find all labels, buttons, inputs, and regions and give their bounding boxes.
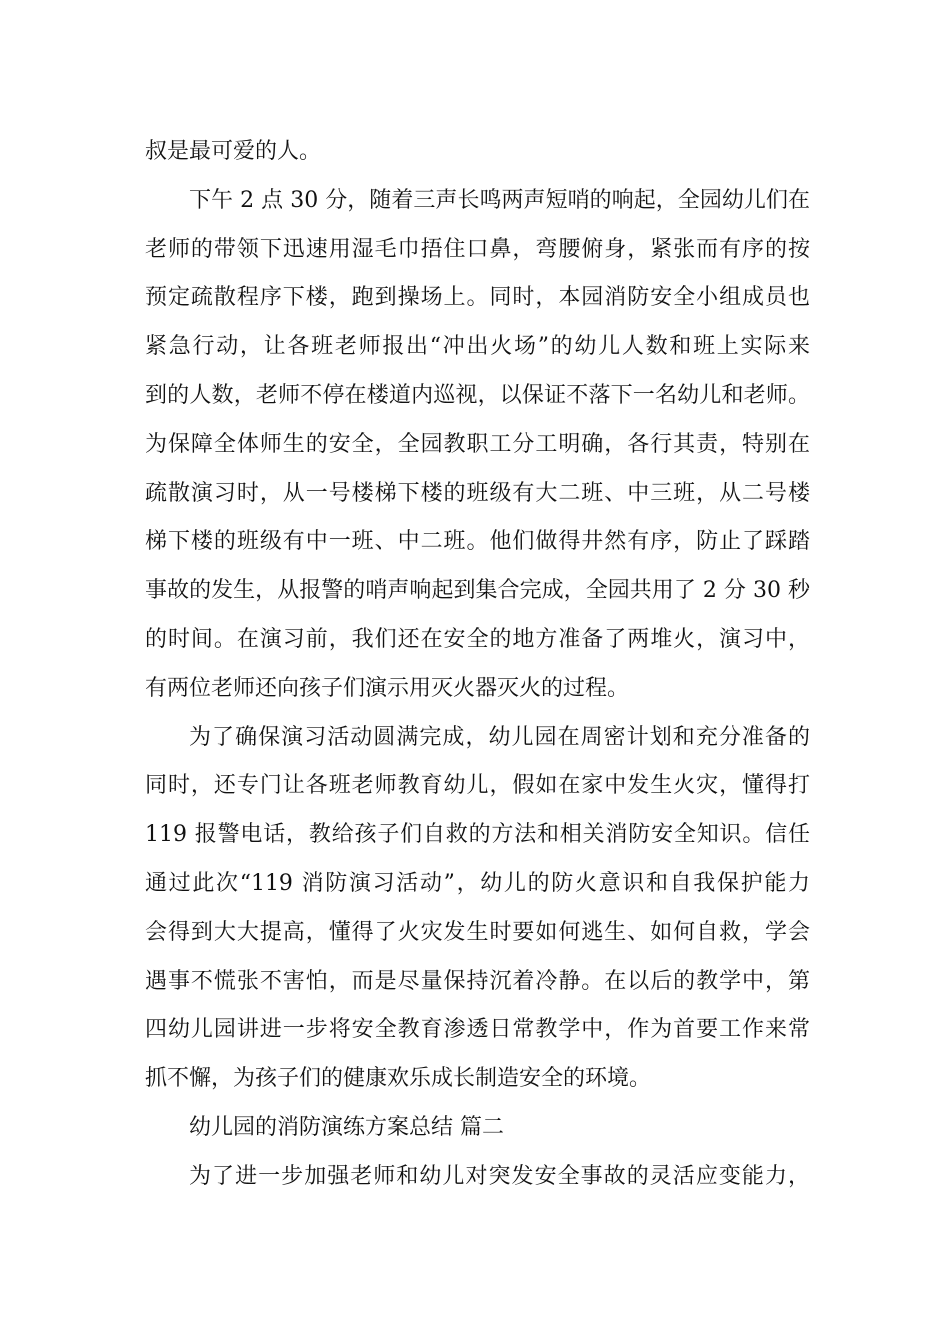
- text-line: 有两位老师还向孩子们演示用灭火器灭火的过程。: [145, 675, 630, 701]
- text-line: 为了确保演习活动圆满完成，幼儿园在周密计划和充分准备的: [189, 724, 810, 750]
- text-line: 为保障全体师生的安全，全园教职工分工明确，各行其责，特别在: [145, 431, 810, 457]
- text-line: 叔是最可爱的人。: [145, 139, 322, 164]
- text-line: 下午 2 点 30 分，随着三声长鸣两声短哨的响起，全园幼儿们在: [189, 187, 810, 213]
- text-line: 梯下楼的班级有中一班、中二班。他们做得井然有序，防止了踩踏: [145, 529, 810, 555]
- document-body: [145, 128, 810, 1202]
- text-line: 预定疏散程序下楼，跑到操场上。同时，本园消防安全小组成员也: [145, 285, 810, 311]
- text-line: 四幼儿园讲进一步将安全教育渗透日常教学中，作为首要工作来常: [145, 1017, 810, 1043]
- text-line: 紧急行动，让各班老师报出“冲出火场”的幼儿人数和班上实际来: [145, 334, 810, 360]
- text-line: 事故的发生，从报警的哨声响起到集合完成，全园共用了 2 分 30 秒: [145, 578, 810, 604]
- text-line: 119 报警电话，教给孩子们自救的方法和相关消防安全知识。信任: [145, 822, 810, 848]
- text-line: 到的人数，老师不停在楼道内巡视，以保证不落下一名幼儿和老师。: [145, 382, 810, 408]
- text-line: 抓不懈，为孩子们的健康欢乐成长制造安全的环境。: [145, 1066, 652, 1092]
- text-line: 会得到大大提高，懂得了火灾发生时要如何逃生、如何自救，学会: [145, 919, 810, 945]
- text-line: 老师的带领下迅速用湿毛巾捂住口鼻，弯腰俯身，紧张而有序的按: [145, 236, 810, 262]
- section-heading: 幼儿园的消防演练方案总结 篇二: [189, 1114, 504, 1140]
- text-line: 同时，还专门让各班老师教育幼儿，假如在家中发生火灾，懂得打: [145, 773, 810, 799]
- text-line: 为了进一步加强老师和幼儿对突发安全事故的灵活应变能力，: [189, 1163, 810, 1189]
- text-line: 的时间。在演习前，我们还在安全的地方准备了两堆火，演习中，: [145, 626, 810, 652]
- text-line: 遇事不慌张不害怕，而是尽量保持沉着冷静。在以后的教学中，第: [145, 968, 810, 994]
- text-line: 疏散演习时，从一号楼梯下楼的班级有大二班、中三班，从二号楼: [145, 480, 810, 506]
- text-line: 通过此次“119 消防演习活动”，幼儿的防火意识和自我保护能力: [145, 870, 810, 896]
